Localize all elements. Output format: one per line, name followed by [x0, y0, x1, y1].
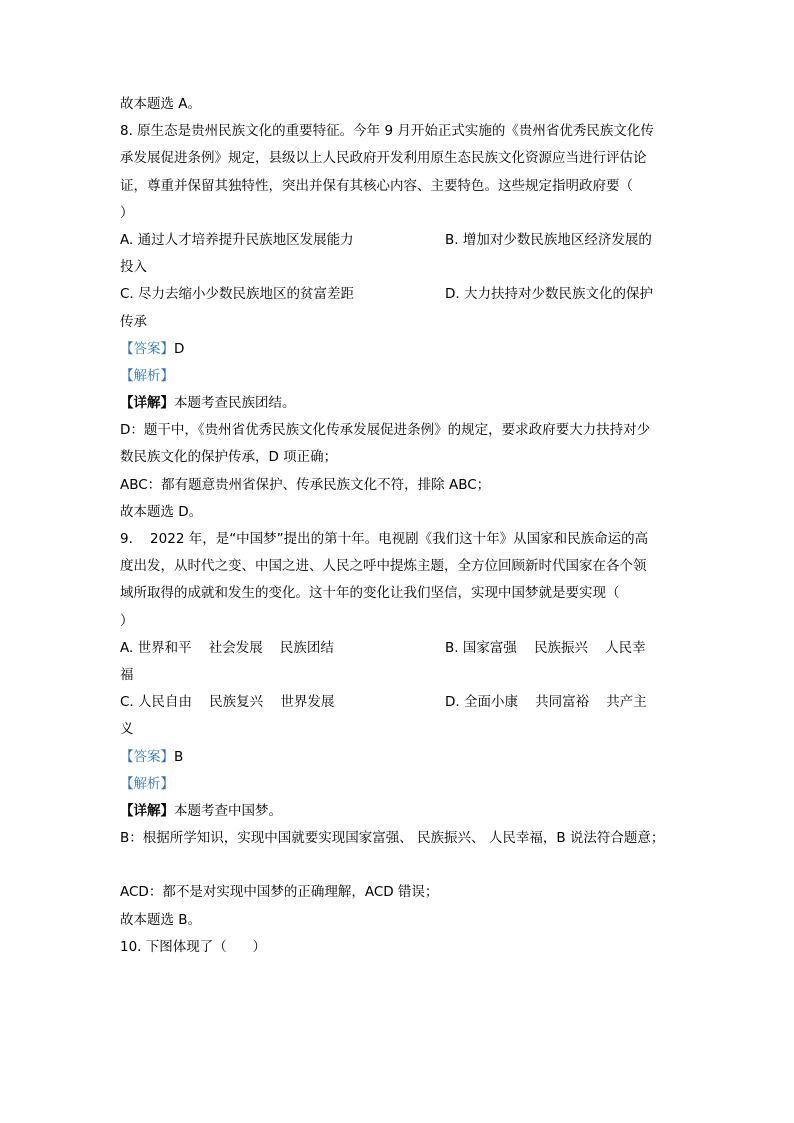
answer-label: 【答案】 — [120, 340, 174, 357]
blank-line — [120, 852, 680, 879]
options-row — [120, 689, 680, 716]
options-row — [120, 635, 680, 662]
detail-label: 【详解】 — [120, 395, 174, 412]
option-b-wrap: 福 — [120, 666, 134, 683]
options-row — [120, 281, 680, 308]
answer-line — [120, 744, 680, 771]
question-stem-line: 度出发，从时代之变、中国之进、人民之呼中提炼主题，全方位回顾新时代国家在各个领 — [120, 558, 647, 575]
detail-text: 本题考查民族团结。 — [174, 395, 296, 412]
option-d-wrap: 义 — [120, 721, 134, 738]
detail-text: 本题考查中国梦。 — [174, 802, 282, 819]
question-9 — [120, 526, 680, 934]
detail-label: 【详解】 — [120, 802, 174, 819]
question-stem-line: ） — [120, 204, 134, 221]
option-d: D. 全面小康 共同富裕 共产主 — [445, 694, 647, 711]
question-10 — [120, 934, 680, 961]
explanation-line: D：题干中，《贵州省优秀民族文化传承发展促进条例》的规定，要求政府要大力扶持对少 — [120, 422, 651, 439]
analysis-line — [120, 771, 680, 798]
option-d-wrap: 传承 — [120, 313, 147, 330]
question-stem-line: 9. 2022 年，是“中国梦”提出的第十年。电视剧《我们这十年》从国家和民族命运的高 — [120, 531, 649, 547]
explanation-line: ABC：都有题意贵州省保护、传承民族文化不符，排除 ABC； — [120, 476, 491, 493]
answer-value: B — [174, 748, 184, 765]
answer-line — [120, 336, 680, 363]
question-stem-line: 8. 原生态是贵州民族文化的重要特征。今年 9 月开始正式实施的《贵州省优秀民族文化传 — [120, 123, 654, 140]
explanation-line: 数民族文化的保护传承，D 项正确； — [120, 449, 338, 466]
analysis-line — [120, 363, 680, 390]
detail-line — [120, 798, 680, 825]
conclusion-line: 故本题选 B。 — [120, 911, 202, 928]
option-c: C. 人民自由 民族复兴 世界发展 — [120, 694, 335, 711]
conclusion-line: 故本题选 D。 — [120, 503, 203, 520]
option-b-wrap: 投入 — [120, 259, 147, 276]
document-page — [120, 91, 680, 961]
analysis-label: 【解析】 — [120, 775, 174, 792]
option-a: A. 世界和平 社会发展 民族团结 — [120, 639, 334, 656]
analysis-label: 【解析】 — [120, 367, 174, 384]
detail-line — [120, 390, 680, 417]
explanation-line: ACD：都不是对实现中国梦的正确理解，ACD 错误； — [120, 884, 439, 901]
question-stem-line: 证，尊重并保留其独特性，突出并保有其核心内容、主要特色。这些规定指明政府要（ — [120, 177, 633, 194]
prev-question-conclusion: 故本题选 A。 — [120, 96, 202, 112]
option-c: C. 尽力去缩小少数民族地区的贫富差距 — [120, 286, 355, 303]
option-a: A. 通过人才培养提升民族地区发展能力 — [120, 231, 354, 248]
question-stem-line: 承发展促进条例》规定，县级以上人民政府开发利用原生态民族文化资源应当进行评估论 — [120, 150, 647, 167]
option-d: D. 大力扶持对少数民族文化的保护 — [445, 286, 653, 303]
answer-value: D — [174, 340, 185, 357]
option-b: B. 国家富强 民族振兴 人民幸 — [445, 639, 646, 656]
option-b: B. 增加对少数民族地区经济发展的 — [445, 231, 652, 248]
explanation-line: B：根据所学知识，实现中国就要实现国家富强、 民族振兴、 人民幸福，B 说法符合题意； — [120, 830, 665, 847]
question-stem-line: 10. 下图体现了（ ） — [120, 938, 267, 955]
question-stem-line: ） — [120, 612, 134, 629]
question-stem-line: 域所取得的成就和发生的变化。这十年的变化让我们坚信，实现中国梦就是要实现（ — [120, 585, 620, 602]
options-row — [120, 227, 680, 254]
answer-label: 【答案】 — [120, 748, 174, 765]
question-8 — [120, 118, 680, 526]
